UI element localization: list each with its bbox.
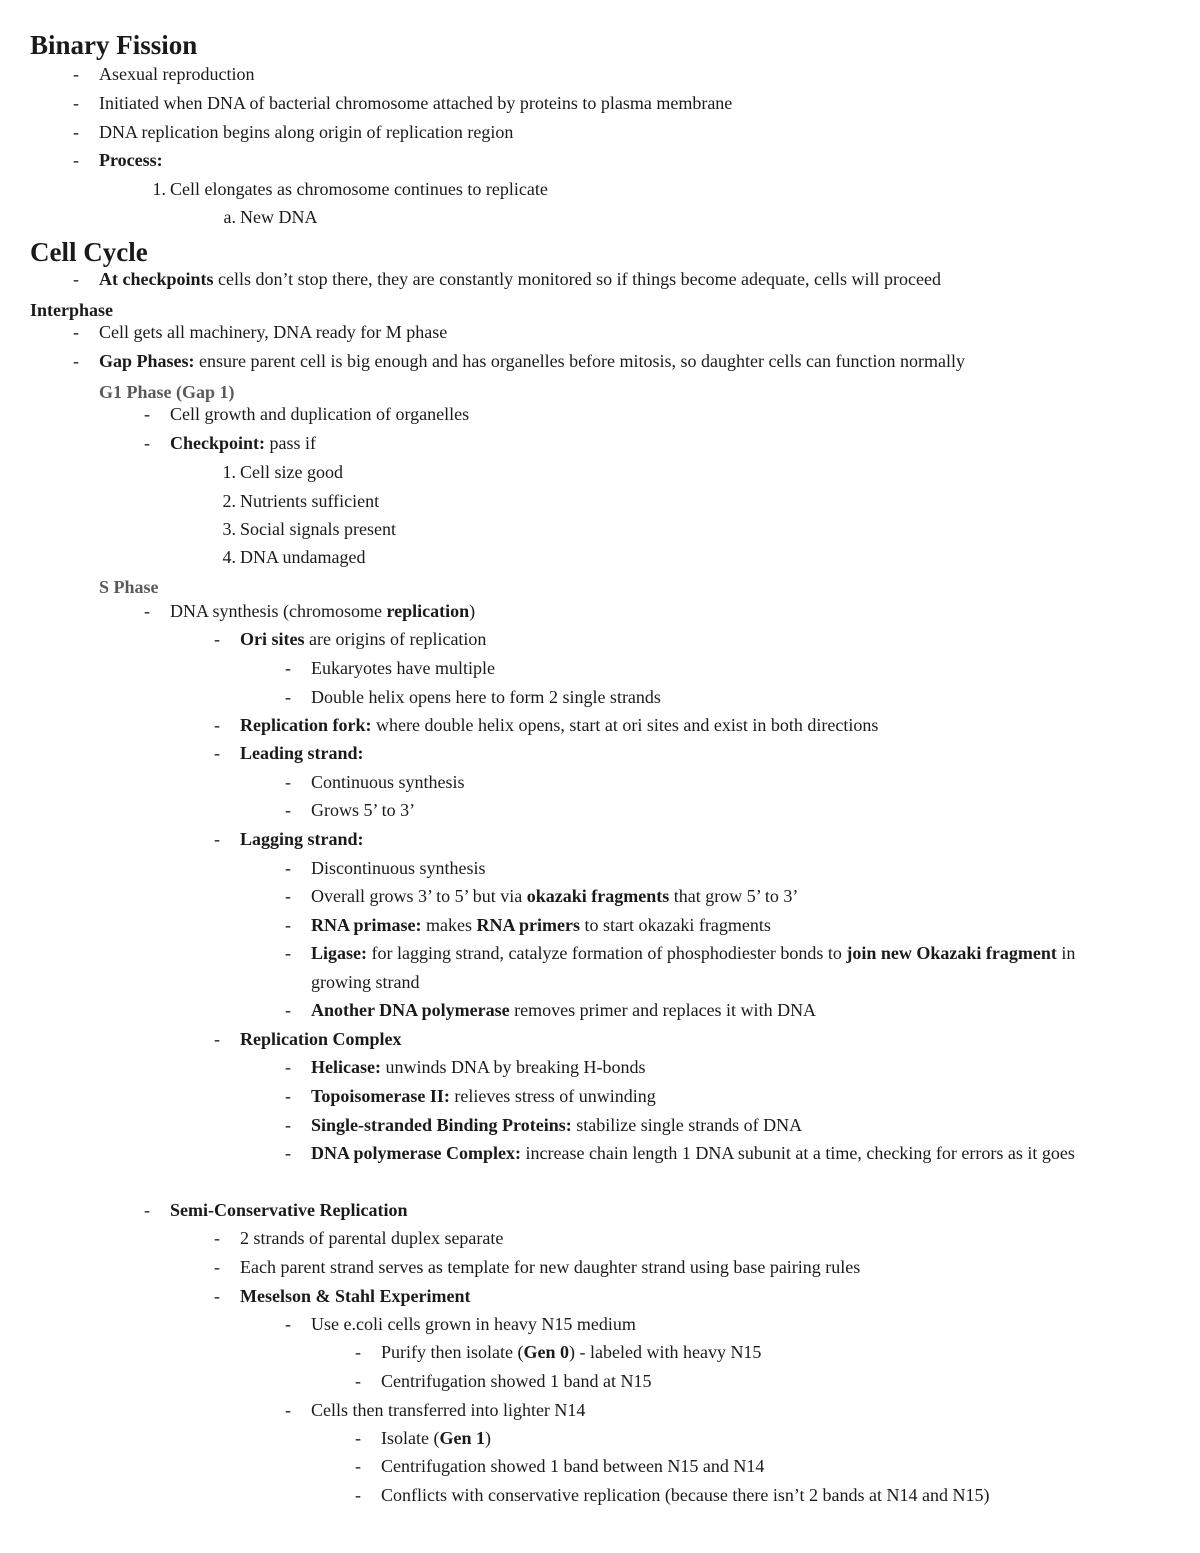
bold-term: Semi-Conservative Replication (170, 1200, 408, 1220)
list-item (285, 796, 416, 825)
item-text: Double helix opens here to form 2 single strands (311, 687, 661, 707)
bold-term: Helicase: (311, 1057, 381, 1077)
bullet-dash: - (285, 943, 291, 963)
list-item (214, 825, 364, 854)
bold-term: Gen 1 (439, 1428, 485, 1448)
list-item (144, 1196, 408, 1225)
bullet-dash: - (355, 1371, 361, 1391)
item-text: Continuous synthesis (311, 772, 465, 792)
bullet-dash: - (214, 1257, 220, 1277)
bullet-dash: - (285, 1400, 291, 1420)
bold-term: Lagging strand: (240, 829, 364, 849)
bullet-dash: - (285, 858, 291, 878)
item-text: New DNA (240, 207, 318, 227)
list-item (355, 1424, 491, 1453)
list-item (214, 1025, 402, 1054)
numbered-item (222, 487, 380, 516)
bold-term: Another DNA polymerase (311, 1000, 510, 1020)
bold-term: Meselson & Stahl Experiment (240, 1286, 471, 1306)
heading-s-phase: S Phase (99, 577, 159, 597)
bold-term: Topoisomerase II: (311, 1086, 450, 1106)
item-text: Discontinuous synthesis (311, 858, 486, 878)
list-item (285, 882, 799, 911)
bold-term: DNA polymerase Complex: (311, 1143, 521, 1163)
bold-term: Replication fork: (240, 715, 372, 735)
numbered-item (222, 458, 343, 487)
list-item (285, 1111, 803, 1140)
list-item (285, 1310, 636, 1339)
heading-g1-phase: G1 Phase (Gap 1) (99, 382, 235, 402)
bold-term: join new Okazaki fragment (846, 943, 1057, 963)
list-item (144, 597, 476, 626)
bold-term: Gen 0 (523, 1342, 569, 1362)
bullet-dash: - (285, 1143, 291, 1163)
item-text: Conflicts with conservative replication (because there isn’t 2 bands at N14 and N15) (381, 1485, 990, 1505)
item-text: Grows 5’ to 3’ (311, 800, 416, 820)
item-text: Each parent strand serves as template for new daughter strand using base pairing rules (240, 1257, 861, 1277)
list-number: 2. (222, 491, 236, 511)
bullet-dash: - (73, 351, 79, 371)
list-item (285, 768, 465, 797)
list-item (144, 429, 317, 458)
item-text: ) (469, 601, 476, 621)
item-text: where double helix opens, start at ori sites and exist in both directions (371, 715, 879, 735)
item-text: increase chain length 1 DNA subunit at a time, checking for errors as it goes (520, 1143, 1075, 1163)
bullet-dash: - (214, 1286, 220, 1306)
item-text: cells don’t stop there, they are constantly monitored so if things become adequate, cells will proceed (213, 269, 941, 289)
item-text: makes (421, 915, 477, 935)
item-text: that grow 5’ to 3’ (669, 886, 799, 906)
heading-cell-cycle: Cell Cycle (30, 237, 148, 267)
item-text: Social signals present (240, 519, 396, 539)
item-text: Cell elongates as chromosome continues to replicate (170, 179, 548, 199)
numbered-item (222, 543, 366, 572)
list-item (73, 318, 448, 347)
bullet-dash: - (285, 1314, 291, 1334)
list-item (214, 1253, 861, 1282)
item-text: Isolate ( (381, 1428, 440, 1448)
item-text: relieves stress of unwinding (449, 1086, 656, 1106)
bullet-dash: - (285, 1086, 291, 1106)
bold-term: Single-stranded Binding Proteins: (311, 1115, 572, 1135)
bold-term: RNA primers (476, 915, 580, 935)
item-text: Nutrients sufficient (240, 491, 380, 511)
bold-term: Leading strand: (240, 743, 364, 763)
list-item (285, 1053, 646, 1082)
item-text: Centrifugation showed 1 band at N15 (381, 1371, 652, 1391)
bold-term: RNA primase: (311, 915, 422, 935)
list-item (214, 625, 487, 654)
list-item (73, 146, 163, 175)
bold-term: At checkpoints (99, 269, 214, 289)
item-text: pass if (265, 433, 317, 453)
bullet-dash: - (73, 322, 79, 342)
process-label: Process: (99, 150, 163, 170)
bold-term: Checkpoint: (170, 433, 266, 453)
list-item (285, 683, 661, 712)
list-item (285, 854, 486, 883)
bold-term: Gap Phases: (99, 351, 195, 371)
item-text: to start okazaki fragments (579, 915, 771, 935)
list-item (285, 1139, 1173, 1168)
list-item (355, 1481, 990, 1510)
item-text: Centrifugation showed 1 band between N15 and N14 (381, 1456, 765, 1476)
list-item (355, 1338, 762, 1367)
bold-term: Ligase: (311, 943, 367, 963)
bullet-dash: - (73, 64, 79, 84)
heading-interphase: Interphase (30, 300, 114, 320)
bullet-dash: - (355, 1428, 361, 1448)
bullet-dash: - (285, 772, 291, 792)
list-item (355, 1367, 652, 1396)
bullet-dash: - (285, 886, 291, 906)
bullet-dash: - (73, 93, 79, 113)
item-text: ) - labeled with heavy N15 (569, 1342, 762, 1362)
list-item (73, 265, 941, 294)
item-text: stabilize single strands of DNA (571, 1115, 803, 1135)
item-text: Cell gets all machinery, DNA ready for M phase (99, 322, 448, 342)
list-item (285, 654, 495, 683)
bullet-dash: - (214, 829, 220, 849)
heading-binary-fission: Binary Fission (30, 30, 198, 60)
bullet-dash: - (355, 1485, 361, 1505)
bullet-dash: - (73, 269, 79, 289)
list-item (73, 60, 255, 89)
list-number: 1. (222, 462, 236, 482)
bullet-dash: - (214, 629, 220, 649)
list-item (214, 1282, 471, 1311)
numbered-item (222, 515, 396, 544)
item-text: Use e.coli cells grown in heavy N15 medium (311, 1314, 636, 1334)
bullet-dash: - (144, 601, 150, 621)
list-item (73, 89, 733, 118)
item-text: unwinds DNA by breaking H-bonds (380, 1057, 646, 1077)
bullet-dash: - (214, 1029, 220, 1049)
list-item (355, 1452, 765, 1481)
list-item (144, 400, 470, 429)
list-number: 3. (222, 519, 236, 539)
list-number: a. (223, 207, 236, 227)
bullet-dash: - (285, 687, 291, 707)
list-item (285, 939, 1131, 996)
bullet-dash: - (144, 433, 150, 453)
bullet-dash: - (214, 715, 220, 735)
item-text: Cell size good (240, 462, 343, 482)
bold-term: Ori sites (240, 629, 305, 649)
bullet-dash: - (285, 1057, 291, 1077)
list-item (214, 711, 879, 740)
list-number: 1. (152, 179, 166, 199)
list-item (73, 118, 514, 147)
item-text: removes primer and replaces it with DNA (509, 1000, 817, 1020)
lettered-item (223, 203, 318, 232)
item-text: DNA replication begins along origin of replication region (99, 122, 514, 142)
item-text: in growing strand (311, 943, 1076, 992)
bullet-dash: - (144, 1200, 150, 1220)
bullet-dash: - (355, 1456, 361, 1476)
item-text: Asexual reproduction (99, 64, 255, 84)
bullet-dash: - (285, 1000, 291, 1020)
item-text: 2 strands of parental duplex separate (240, 1228, 504, 1248)
item-text: DNA undamaged (240, 547, 366, 567)
bullet-dash: - (285, 800, 291, 820)
list-item (285, 1082, 656, 1111)
item-text: Cells then transferred into lighter N14 (311, 1400, 586, 1420)
bold-term: Replication Complex (240, 1029, 402, 1049)
numbered-item (152, 175, 548, 204)
item-text: Eukaryotes have multiple (311, 658, 495, 678)
list-item (214, 1224, 504, 1253)
list-item (73, 347, 965, 376)
item-text: are origins of replication (304, 629, 487, 649)
item-text: Purify then isolate ( (381, 1342, 524, 1362)
bullet-dash: - (355, 1342, 361, 1362)
item-text: Overall grows 3’ to 5’ but via (311, 886, 527, 906)
bullet-dash: - (285, 915, 291, 935)
bullet-dash: - (285, 1115, 291, 1135)
item-text: ) (485, 1428, 491, 1448)
bullet-dash: - (144, 404, 150, 424)
item-text: Cell growth and duplication of organelles (170, 404, 470, 424)
bold-term: replication (386, 601, 470, 621)
bullet-dash: - (73, 122, 79, 142)
item-text: DNA synthesis (chromosome (170, 601, 387, 621)
item-text: ensure parent cell is big enough and has organelles before mitosis, so daughter cells can function normally (194, 351, 965, 371)
item-text: for lagging strand, catalyze formation of phosphodiester bonds to (367, 943, 847, 963)
bullet-dash: - (214, 743, 220, 763)
list-item (214, 739, 364, 768)
list-number: 4. (222, 547, 236, 567)
list-item (285, 996, 817, 1025)
item-text: Initiated when DNA of bacterial chromosome attached by proteins to plasma membrane (99, 93, 733, 113)
bullet-dash: - (285, 658, 291, 678)
bullet-dash: - (73, 150, 79, 170)
list-item (285, 1396, 586, 1425)
bold-term: okazaki fragments (526, 886, 670, 906)
bullet-dash: - (214, 1228, 220, 1248)
list-item (285, 911, 771, 940)
